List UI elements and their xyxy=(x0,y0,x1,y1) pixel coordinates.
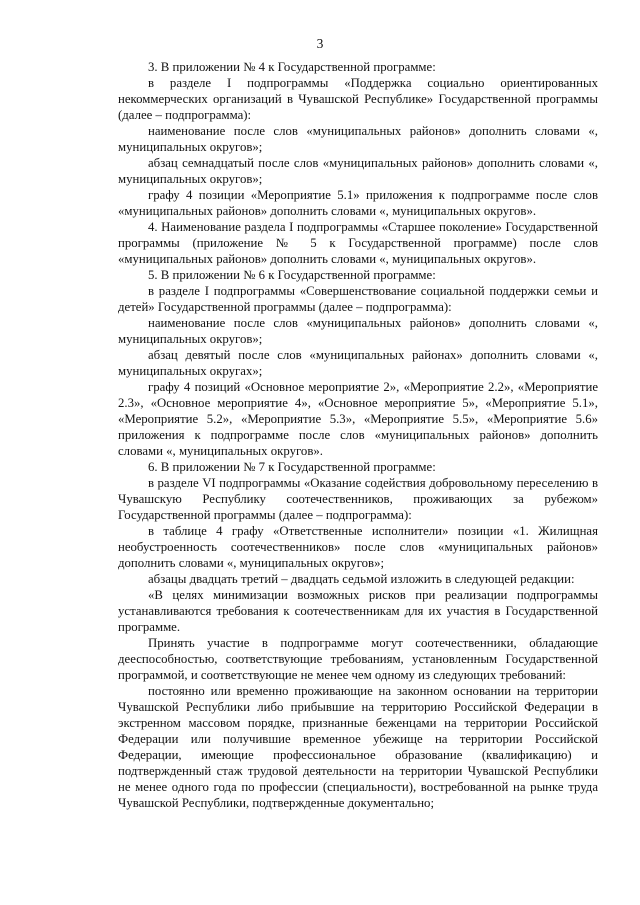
paragraph-item-5-title: наименование после слов «муниципальных районов» дополнить словами «, муниципальных округов»; xyxy=(118,316,598,346)
paragraph-item-6-abzacs: абзацы двадцать третий – двадцать седьмой изложить в следующей редакции: xyxy=(148,572,575,586)
paragraph-item-3-title: наименование после слов «муниципальных районов» дополнить словами «, муниципальных округов»; xyxy=(118,124,598,154)
paragraph-item-6-section: в разделе VI подпрограммы «Оказание содействия добровольному переселению в Чувашскую Республику соотечественников, проживающих за рубежом» Государственной программы (далее – подпрограмма): xyxy=(118,476,598,522)
paragraph-item-6-table: в таблице 4 графу «Ответственные исполнители» позиции «1. Жилищная необустроенность соотечественников» после слов «муниципальных районов» дополнить словами «, муниципальных округов»; xyxy=(118,524,598,570)
paragraph-item-4: 4. Наименование раздела I подпрограммы «Старшее поколение» Государственной программы (приложение № 5 к Государственной программе) после слов «муниципальных районов» дополнить словами «, муниципальных округов». xyxy=(118,220,598,266)
paragraph-item-3-section: в разделе I подпрограммы «Поддержка социально ориентированных некоммерческих организаций в Чувашской Республике» Государственной программы (далее – подпрограмма): xyxy=(118,76,598,122)
paragraph-participants: Принять участие в подпрограмме могут соотечественники, обладающие дееспособностью, соответствующие требованиям, установленным Государственной программой, и соответствующие не менее чем одному из следующих требований: xyxy=(118,636,598,682)
paragraph-item-5-abzac: абзац девятый после слов «муниципальных районах» дополнить словами «, муниципальных округах»; xyxy=(118,348,598,378)
document-body xyxy=(118,59,598,811)
paragraph-item-5-section: в разделе I подпрограммы «Совершенствование социальной поддержки семьи и детей» Государственной программы (далее – подпрограмма): xyxy=(118,284,598,314)
page-number: 3 xyxy=(316,36,324,51)
paragraph-item-3-abzac: абзац семнадцатый после слов «муниципальных районов» дополнить словами «, муниципальных округов»; xyxy=(118,156,598,186)
paragraph-item-5: 5. В приложении № 6 к Государственной программе: xyxy=(148,268,436,282)
paragraph-item-3: 3. В приложении № 4 к Государственной программе: xyxy=(148,60,436,74)
paragraph-item-3-column: графу 4 позиции «Мероприятие 5.1» приложения к подпрограмме после слов «муниципальных районов» дополнить словами «, муниципальных округов». xyxy=(118,188,598,218)
paragraph-item-6: 6. В приложении № 7 к Государственной программе: xyxy=(148,460,436,474)
paragraph-item-5-column: графу 4 позиций «Основное мероприятие 2», «Мероприятие 2.2», «Мероприятие 2.3», «Основное мероприятие 4», «Основное мероприятие 5», «Мероприятие 5.1», «Мероприятие 5.2», «Мероприятие 5.3», «Мероприятие 5.5», «Мероприятие 5.6» приложения к подпрограмме после слов «муниципальных районов» дополнить словами «, муниципальных округов». xyxy=(118,380,598,458)
paragraph-requirement-1: постоянно или временно проживающие на законном основании на территории Чувашской Республики либо прибывшие на территорию Российской Федерации в экстренном массовом порядке, признанные беженцами на территории Российской Федерации или получившие временное убежище на территории Российской Федерации, имеющие профессиональное образование (квалификацию) и подтвержденный стаж трудовой деятельности на территории Чувашской Республики не менее одного года по профессии (специальности), востребованной на рынке труда Чувашской Республики, подтвержденные документально; xyxy=(118,684,598,810)
paragraph-quote-start: «В целях минимизации возможных рисков при реализации подпрограммы устанавливаются требования к соотечественникам для их участия в Государственной программе. xyxy=(118,588,598,634)
